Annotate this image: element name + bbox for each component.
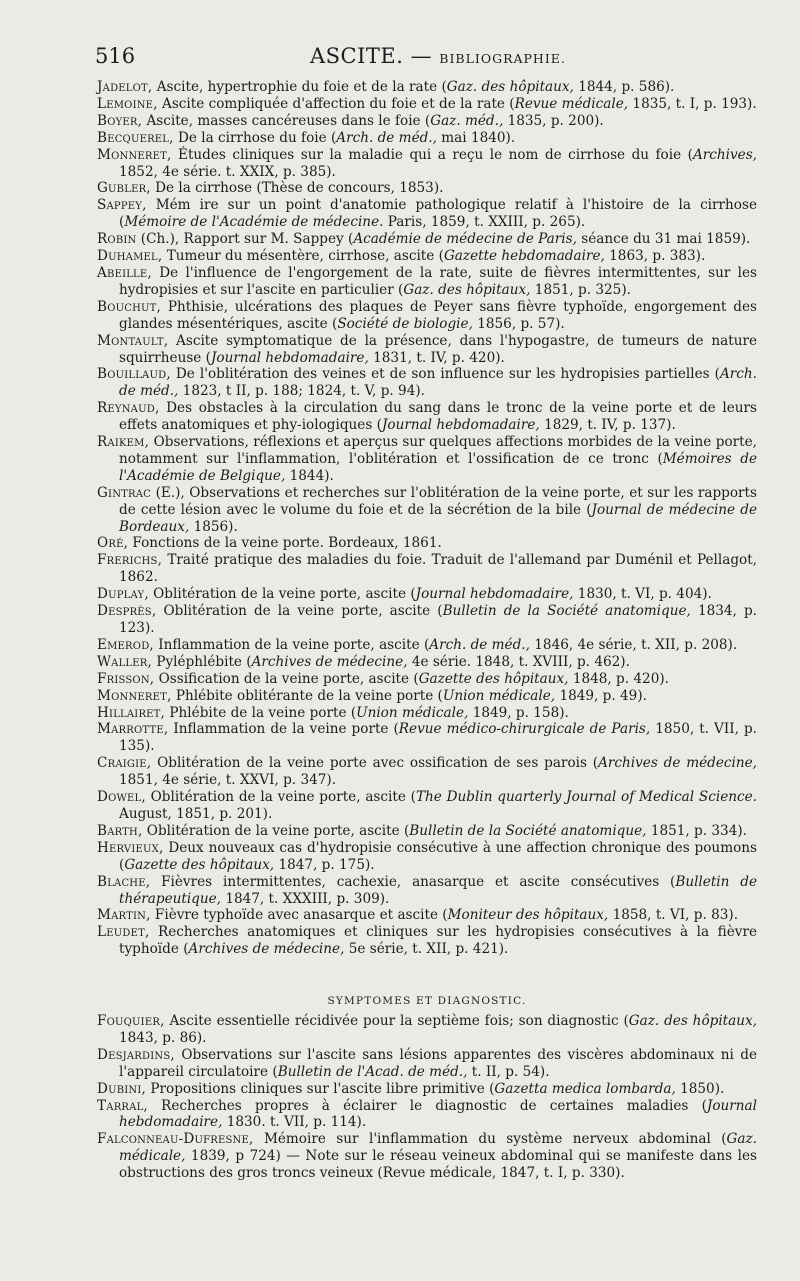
entry-text: Deux nouveaux cas d'hydropisie consécutive à une affection chronique des poumons ( (119, 839, 757, 873)
entry-text: Traité pratique des maladies du foie. Traduit de l'allemand par Duménil et Pellagot, 1862. (119, 552, 757, 586)
bibliography-entry (97, 1098, 757, 1132)
entry-text: Ascite, hypertrophie du foie et de la rate ( (152, 79, 447, 95)
entry-text: Oblitération de la veine porte, ascite ( (156, 603, 443, 620)
entry-source: Arch. de méd., (429, 636, 530, 653)
entry-citation: 1847, p. 175). (274, 856, 375, 873)
entry-citation: 1830. t. VII, p. 114). (222, 1114, 367, 1131)
bibliography-entry (97, 789, 757, 823)
entry-author: Jadelot, (97, 79, 153, 95)
entry-text: Pyléphlébite ( (152, 653, 252, 670)
entry-citation: 1851, p. 334). (646, 822, 747, 839)
entry-author: Montault, (97, 332, 169, 349)
bibliography-entry (97, 874, 757, 908)
bibliography-entry (97, 147, 757, 181)
entry-text: Ascite, masses cancéreuses dans le foie ( (142, 112, 431, 129)
entry-citation: 1848, p. 420). (568, 670, 669, 687)
entry-source: Archives de médecine, (598, 755, 757, 772)
entry-citation: 1829, t. IV, p. 137). (539, 417, 676, 434)
page-number: 516 (95, 44, 136, 68)
entry-citation: Paris, 1859, t. XXIII, p. 265). (383, 214, 586, 231)
bibliography-entry (97, 113, 757, 130)
entry-text: (E.), Observations et recherches sur l'oblitération de la veine porte, et sur les rapports de cette lésion avec le volume du foie et de la sécrétion de la bile ( (119, 484, 757, 518)
entry-text: Oblitération de la veine porte, ascite ( (142, 822, 410, 839)
bibliography-entry (97, 552, 757, 586)
entry-author: Frisson, (97, 670, 155, 687)
entry-author: Leudet, (97, 924, 150, 941)
entry-text: Inflammation de la veine porte ( (168, 721, 399, 738)
entry-source: Mémoire de l'Académie de médecine. (124, 214, 384, 231)
entry-author: Frerichs, (97, 552, 163, 569)
entry-source: Gaz. méd., (430, 112, 504, 129)
entry-author: Craigie, (97, 755, 152, 772)
entry-text: Phlébite de la veine porte ( (165, 704, 357, 721)
entry-author: Dubini, (97, 1080, 147, 1097)
entry-citation: 1823, t II, p. 188; 1824, t. V, p. 94). (178, 383, 425, 400)
bibliography-entry (97, 485, 757, 536)
bibliography-entry (97, 180, 757, 197)
entry-source: Archives, (692, 146, 757, 163)
entry-source: Bulletin de l'Acad. de méd., (277, 1063, 468, 1080)
entry-text: De la cirrhose du foie ( (173, 129, 337, 146)
bibliography-entry (97, 1013, 757, 1047)
entry-author: Bouillaud, (97, 366, 171, 383)
entry-author: Desjardins, (97, 1046, 175, 1063)
entry-citation: 1849, p. 158). (468, 704, 569, 721)
entry-source: Revue médico-chirurgicale de Paris, (398, 721, 651, 738)
entry-citation: August, 1851, p. 201). (119, 805, 273, 822)
entry-source: Gaz. des hôpitaux, (628, 1013, 757, 1029)
entry-source: Journal hebdomadaire, (210, 349, 369, 366)
entry-author: Falconneau-Dufresne, (97, 1131, 254, 1148)
bibliography-entry (97, 721, 757, 755)
bibliography-entry (97, 79, 757, 96)
entry-citation: 1843, p. 86). (119, 1029, 207, 1046)
entry-citation: 1856). (189, 518, 238, 535)
entry-author: Barth, (97, 822, 143, 839)
entry-text: Ascite essentielle récidivée pour la septième fois; son diagnostic ( (164, 1013, 629, 1029)
entry-author: Desprès, (97, 603, 157, 620)
entry-text: Fièvre typhoïde avec anasarque et ascite ( (150, 907, 448, 924)
entry-author: Robin (97, 231, 137, 248)
entry-citation: 1856, p. 57). (472, 315, 565, 332)
entry-author: Monneret, (97, 687, 172, 704)
entry-author: Dowel, (97, 789, 146, 806)
entry-citation: mai 1840). (436, 129, 516, 146)
entry-citation: 5e série, t. XII, p. 421). (344, 941, 509, 958)
entry-source: Gazette des hôpitaux, (124, 856, 275, 873)
entry-source: Union médicale, (442, 687, 556, 704)
entry-text: Ossification de la veine porte, ascite ( (154, 670, 419, 687)
bibliography-entry (97, 231, 757, 248)
entry-source: Archives de médecine, (251, 653, 408, 670)
entry-citation: 1852, 4e série. t. XXIX, p. 385). (119, 163, 336, 180)
entry-text: Mém ire sur un point d'anatomie pathologique relatif à l'histoire de la cirrhose ( (119, 197, 757, 231)
entry-citation: 1849, p. 49). (555, 687, 647, 704)
entry-citation: 1847, t. XXXIII, p. 309). (221, 890, 390, 907)
entry-source: Gazetta medica lombarda, (494, 1080, 676, 1097)
entry-author: Gintrac (97, 484, 152, 501)
entry-citation: 1863, p. 383). (604, 248, 706, 265)
entry-text: Recherches anatomiques et cliniques sur les hydropisies consécutives à la fièvre typhoïde ( (119, 924, 757, 958)
entry-text: Phlébite oblitérante de la veine porte ( (171, 687, 443, 704)
bibliography-entry (97, 535, 757, 552)
entry-source: Arch. de méd., (336, 129, 437, 146)
entry-author: Duhamel, (97, 248, 163, 265)
entry-source: Gaz. médicale, (119, 1131, 757, 1165)
bibliography-list-symptoms (97, 1013, 757, 1182)
entry-text: De la cirrhose (Thèse de concours, 1853). (150, 180, 444, 197)
entry-author: Tarral, (97, 1097, 148, 1114)
bibliography-entry (97, 603, 757, 637)
entry-source: Journal hebdomadaire, (415, 586, 574, 603)
bibliography-entry (97, 248, 757, 265)
entry-text: Oblitération de la veine porte avec ossification de ses parois ( (151, 755, 599, 772)
entry-source: Journal hebdomadaire, (381, 417, 540, 434)
entry-text: Des obstacles à la circulation du sang dans le tronc de la veine porte et de leurs effets anatomiques et phy-iologiques ( (119, 400, 757, 434)
entry-author: Gubler, (97, 180, 151, 197)
entry-source: Journal hebdomadaire, (119, 1097, 757, 1131)
entry-source: Bulletin de la Société anatomique, (409, 822, 647, 839)
entry-text: Observations, réflexions et aperçus sur quelques affections morbides de la veine porte, notamment sur l'inflammation, l'oblitération et l'ossification de ce tronc ( (119, 434, 757, 467)
bibliography-entry (97, 671, 757, 688)
entry-author: Waller, (97, 653, 153, 670)
bibliography-entry (97, 130, 757, 147)
entry-text: Propositions cliniques sur l'ascite libre primitive ( (146, 1080, 495, 1097)
entry-text: Mémoire sur l'inflammation du système nerveux abdominal ( (253, 1131, 727, 1148)
entry-text: Ascite symptomatique de la présence, dans l'hypogastre, de tumeurs de nature squirrheuse ( (119, 332, 757, 366)
entry-citation: 1850). (675, 1080, 725, 1097)
entry-author: Fouquier, (97, 1013, 165, 1029)
entry-author: Marrotte, (97, 721, 169, 738)
entry-author: Emerod, (97, 636, 154, 653)
entry-source: Arch. de méd., (119, 366, 757, 400)
entry-text: Oblitération de la veine porte, ascite ( (148, 586, 416, 603)
entry-author: Sappey, (97, 197, 147, 214)
entry-citation: 1846, 4e série, t. XII, p. 208). (529, 636, 738, 653)
entry-source: Gaz. des hôpitaux, (446, 79, 574, 95)
bibliography-entry (97, 755, 757, 789)
bibliography-entry (97, 265, 757, 299)
entry-author: Oré, (97, 535, 129, 552)
entry-source: The Dublin quarterly Journal of Medical Science. (415, 789, 757, 806)
entry-text: Études cliniques sur la maladie qui a reçu le nom de cirrhose du foie ( (171, 146, 693, 163)
bibliography-entry (97, 840, 757, 874)
section-heading: SYMPTOMES ET DIAGNOSTIC. (327, 995, 527, 1007)
entry-citation: 1834, p. 123). (119, 603, 757, 636)
entry-author: Hervieux, (97, 839, 164, 856)
bibliography-entry (97, 400, 757, 434)
entry-citation: 1835, t. I, p. 193). (628, 95, 757, 112)
bibliography-list (97, 79, 757, 958)
running-title (310, 44, 566, 68)
entry-author: Bouchut, (97, 298, 162, 315)
entry-source: Revue médicale, (514, 95, 629, 112)
entry-source: Académie de médecine de Paris, (353, 231, 577, 248)
bibliography-entry (97, 333, 757, 367)
bibliography-entry (97, 654, 757, 671)
entry-text: De l'oblitération des veines et de son influence sur les hydropisies partielles ( (170, 366, 720, 383)
entry-author: Abeille, (97, 264, 152, 281)
bibliography-entry (97, 299, 757, 333)
entry-author: Hillairet, (97, 704, 166, 721)
entry-source: Journal de médecine de Bordeaux, (119, 501, 757, 535)
entry-text: Tumeur du mésentère, cirrhose, ascite ( (162, 248, 444, 265)
entry-citation: 1831, t. IV, p. 420). (368, 349, 505, 366)
entry-citation: 1844, p. 586). (573, 79, 675, 95)
bibliography-entry (97, 688, 757, 705)
entry-source: Union médicale, (356, 704, 469, 721)
entry-source: Gazette hebdomadaire, (443, 248, 605, 265)
entry-text: De l'influence de l'engorgement de la rate, suite de fièvres intermittentes, sur les hydropisies et sur l'ascite en particulier ( (119, 264, 757, 298)
bibliography-entry (97, 1047, 757, 1081)
entry-author: Martin, (97, 907, 151, 924)
entry-source: Moniteur des hôpitaux, (447, 907, 609, 924)
bibliography-entry (97, 434, 757, 485)
entry-source: Gazette des hôpitaux, (418, 670, 569, 687)
entry-author: Monneret, (97, 146, 172, 163)
entry-citation: 1851, 4e série, t. XXVI, p. 347). (119, 772, 337, 789)
entry-text: Inflammation de la veine porte, ascite ( (153, 636, 430, 653)
entry-source: Société de biologie, (337, 315, 473, 332)
bibliography-entry (97, 924, 757, 958)
running-title-main: ASCITE. — (310, 44, 433, 68)
entry-text: Fonctions de la veine porte. Bordeaux, 1861. (128, 535, 442, 552)
entry-author: Raikem, (97, 434, 150, 451)
entry-citation: 1839, p 724) — Note sur le réseau veineux abdominal qui se manifeste dans les obstructions des gros troncs veineux (Revue médicale, 1847, t. I, p. 330). (119, 1148, 757, 1182)
entry-author: Lemoine, (97, 95, 158, 112)
bibliography-entry (97, 637, 757, 654)
entry-text: Recherches propres à éclairer le diagnostic de certaines maladies ( (147, 1097, 707, 1114)
entry-text: (Ch.), Rapport sur M. Sappey ( (136, 231, 354, 248)
bibliography-entry (97, 197, 757, 231)
entry-citation: 1858, t. VI, p. 83). (608, 907, 739, 924)
bibliography-entry (97, 1081, 757, 1098)
entry-citation: 1844). (285, 467, 334, 484)
entry-text: Oblitération de la veine porte, ascite ( (145, 789, 416, 806)
bibliography-entry (97, 907, 757, 924)
running-title-sub: BIBLIOGRAPHIE. (439, 51, 566, 66)
entry-citation: 1830, t. VI, p. 404). (573, 586, 712, 603)
entry-author: Duplay, (97, 586, 149, 603)
entry-text: Fièvres intermittentes, cachexie, anasarque et ascite consécutives ( (150, 873, 676, 890)
bibliography-entry (97, 96, 757, 113)
entry-citation: séance du 31 mai 1859). (576, 231, 751, 248)
bibliography-entry (97, 1131, 757, 1182)
entry-citation: 1850, t. VII, p. 135). (119, 721, 757, 755)
entry-citation: 1835, p. 200). (503, 112, 604, 129)
bibliography-entry (97, 705, 757, 722)
bibliography-entry (97, 586, 757, 603)
entry-citation: 1851, p. 325). (530, 281, 631, 298)
entry-author: Becquerel, (97, 129, 174, 146)
entry-citation: 4e série. 1848, t. XVIII, p. 462). (407, 653, 630, 670)
entry-text: Phthisie, ulcérations des plaques de Peyer sans fièvre typhoïde, engorgement des glandes mésentériques, ascite ( (119, 298, 757, 332)
entry-citation: t. II, p. 54). (467, 1063, 550, 1080)
entry-source: Gaz. des hôpitaux, (403, 281, 531, 298)
entry-text: Ascite compliquée d'affection du foie et de la rate ( (157, 95, 515, 112)
entry-source: Bulletin de la Société anatomique, (442, 603, 691, 620)
entry-author: Boyer, (97, 112, 143, 129)
page-header (95, 40, 755, 74)
entry-source: Bulletin de thérapeutique, (119, 873, 757, 907)
entry-source: Archives de médecine, (188, 941, 345, 958)
bibliography-entry (97, 823, 757, 840)
entry-author: Reynaud, (97, 400, 160, 417)
entry-source: Mémoires de l'Académie de Belgique, (119, 450, 757, 484)
bibliography-entry (97, 366, 757, 400)
entry-author: Blache, (97, 873, 151, 890)
entry-text: Observations sur l'ascite sans lésions apparentes des viscères abdominaux ni de l'appareil circulatoire ( (119, 1046, 757, 1080)
